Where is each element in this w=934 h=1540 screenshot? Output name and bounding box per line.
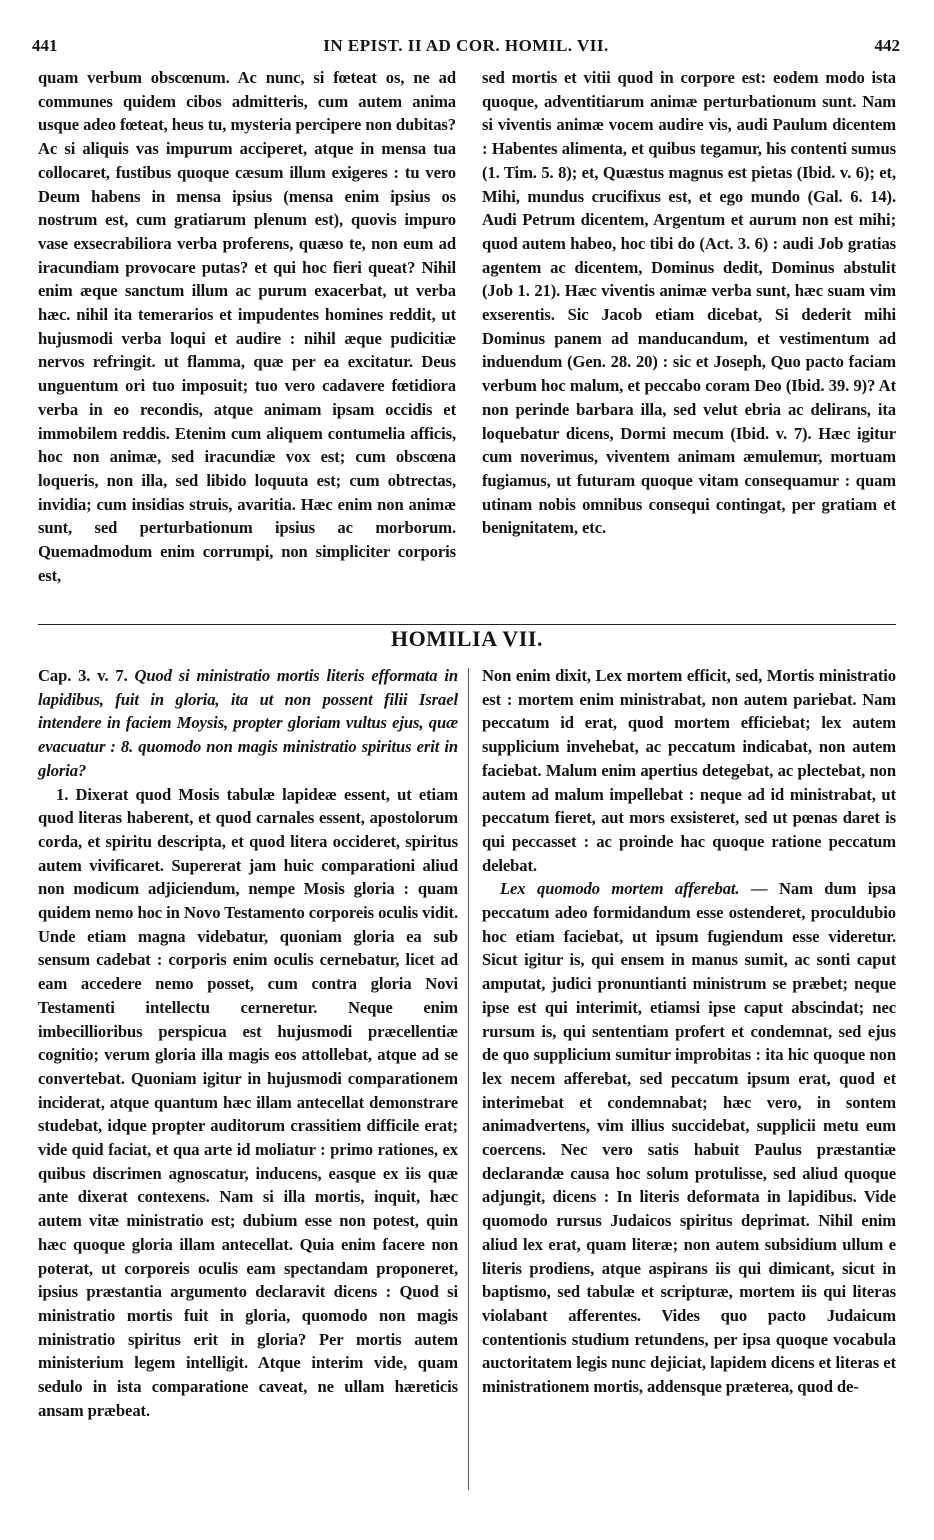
page-header bbox=[30, 36, 902, 62]
paragraph: 1. Dixerat quod Mosis tabulæ lapideæ essent, ut etiam quod literas haberent, et quod carnales essent, apostolorum corda, et spiritu descripta, et quod litera occideret, spiritus autem vivificaret. Supererat jam huic comparationi aliud non modicum adjiciendum, nempe Mosis gloria : quam quidem nemo hoc in Novo Testamento corporeis oculis vidit. Unde etiam magna videbatur, quoniam gloria ea sub sensum cadebat : corporis enim oculis cernebatur, licet ad eam accedere nemo posset, cum contra gloria Novi Testamenti intellectu cerneretur. Neque enim imbecillioribus perspicua est hujusmodi præcellentiæ cognitio; verum gloria illa magis eos attollebat, atque ad se convertebat. Quoniam igitur in hujusmodi comparationem inciderat, atque quantum hæc illam antecellat demonstrare studebat, idque propter auditorum crassitiem difficile erat; vide quid faciat, et qua arte id moliatur : primo rationes, ex quibus discrimen agnoscatur, inducens, easque ex iis quæ ante dixerat contexens. Nam si illa mortis, inquit, hæc autem vitæ ministratio est; dubium esse non potest, quin hæc quoque gloria illam antecellat. Quia enim facere non poterat, ut corporeis oculis eam spectandam proponeret, ipsius præstantia argumento declaravit dicens : Quod si ministratio mortis fuit in gloria, quomodo non magis ministratio spiritus erit in gloria? Per mortis autem ministerium legem intelligit. Atque interim vide, quam sedulo in ista comparatione caveat, ne ullam hæreticis ansam præbeat. bbox=[38, 784, 458, 1420]
section-divider bbox=[38, 624, 896, 625]
paragraph: Non enim dixit, Lex mortem efficit, sed, Mortis ministratio est : mortem enim ministrabat, non autem pariebat. Nam peccatum id erat, quod mortem efficiebat; lex autem supplicium invehebat, ac peccatum indicabat, non autem faciebat. Malum enim apertius detegebat, ac plectebat, non autem ad malum impellebat : neque ad id ministrabat, ut peccatum fieret, aut mors exsisteret, sed ut pœnas daret is qui peccasset : ac proinde hac quoque ratione peccatum delebat. bbox=[482, 666, 896, 875]
page-number-left: 441 bbox=[32, 36, 58, 55]
page-number-right: 442 bbox=[874, 36, 900, 55]
paragraph-text: — Nam dum ipsa peccatum adeo formidandum esse ostenderet, proculdubio hoc etiam faciebat, ut ipsum fugiendum esse videretur. Sicut igitur is, qui ensem in manus sumit, ac sonti caput amputat, judici pronuntianti ministrum se præbet; neque ipse est qui interimit, etiamsi ipse caput abscindat; nec rursum is, qui sententiam profert et condemnat, sed ejus de quo supplicium sumitur improbitas : ita hic quoque non lex necem afferebat, sed peccatum ipsum erat, quod et interimebat et condemnabat; hæc vero, in sontem animadvertens, vim illius succidebat, supplicii metu eum coercens. Nec vero satis habuit Paulus præstantiæ declarandæ causa hoc solum protulisse, sed aliud quoque adjungit, dicens : In literis deformata in lapidibus. Vide quomodo rursus Judaicos spiritus deprimat. Nihil enim aliud lex erat, quam literæ; non autem subsidium ullum e literis prodiens, atque aspirans iis qui dimicant, sicut in baptismo, sed tabulæ et scripturæ, mortem iis qui literas violabant afferentes. Vides quo pacto Judaicum contentionis studium retundens, per ipsa quoque vocabula auctoritatem legis nunc dejiciat, lapidem dicens et literas et ministrationem mortis, addensque præterea, quod de- bbox=[482, 879, 896, 1397]
column-top-right bbox=[482, 66, 896, 540]
column-separator bbox=[468, 668, 469, 1490]
chapter-verse-label: Cap. 3. v. 7. bbox=[38, 666, 128, 685]
column-bottom-right bbox=[482, 664, 896, 1399]
marginal-subheading: Lex quomodo mortem afferebat. bbox=[500, 879, 740, 899]
homily-title: HOMILIA VII. bbox=[390, 626, 544, 651]
paragraph: quam verbum obscœnum. Ac nunc, si fœteat os, ne ad communes quidem cibos admitteris, cum autem anima usque adeo fœteat, heus tu, mysteria percipere non dubitas? Ac si aliquis vas impurum acciperet, atque in mensa tua collocaret, fustibus quoque cæsum illum exigeres : tu vero Deum habens in mensa ipsius (mensa enim ipsius os nostrum est, cum gratiarum plenum est), quovis impuro vase exsecrabiliora verba proferens, quæso te, non eum ad iracundiam provocare putas? et qui hoc fieri queat? Nihil enim æque sanctum illum ac purum exacerbat, ut verba hæc. nihil ita temerarios et impudentes homines reddit, ut hujusmodi verba loqui et audire : nihil æque pudicitiæ nervos refringit. ut flamma, quæ per ea excitatur. Deus unguentum ori tuo imposuit; tuo vero cadavere fœtidiora verba in eo recondis, atque animam ipsam occidis et immobilem reddis. Etenim cum aliquem contumelia afficis, hoc non animæ, sed iracundiæ vox est; cum obscœna loqueris, non illa, sed libido loquuta est; cum obtrectas, invidia; cum insidias struis, avaritia. Hæc enim non animæ sunt, sed perturbationum ipsius ac morborum. Quemadmodum enim corrumpi, non simpliciter corporis est, bbox=[38, 68, 456, 585]
lemma-text: Quod si ministratio mortis literis efformata in lapidibus, fuit in gloria, ita ut non possent filii Israel intendere in faciem Moysis, propter gloriam vultus ejus, quæ evacuatur : 8. quomodo non magis ministratio spiritus erit in gloria? bbox=[38, 666, 458, 780]
paragraph: sed mortis et vitii quod in corpore est: eodem modo ista quoque, adventitiarum animæ perturbationum sunt. Nam si viventis animæ vocem audire vis, audi Paulum dicentem : Habentes alimenta, et quibus tegamur, his contenti sumus (1. Tim. 5. 8); et, Quæstus magnus est pietas (Ibid. v. 6); et, Mihi, mundus crucifixus est, et ego mundo (Gal. 6. 14). Audi Petrum dicentem, Argentum et aurum non est mihi; quod autem habeo, hoc tibi do (Act. 3. 6) : audi Job gratias agentem ac dicentem, Dominus dedit, Dominus abstulit (Job 1. 21). Hæc viventis animæ verba sunt, hæc suam vim exserentis. Sic Jacob etiam dicebat, Si dederit mihi Dominus panem ad manducandum, et vestimentum ad induendum (Gen. 28. 20) : sic et Joseph, Quo pacto faciam verbum hoc malum, et peccabo coram Deo (Ibid. 39. 9)? At non perinde barbara illa, sed velut ebria ac delirans, ita loquebatur dicens, Dormi mecum (Ibid. v. 7). Hæc igitur cum noverimus, viventem animam æmulemur, mortuam fugiamus, ut futuram quoque vitam consequamur : quam utinam nobis omnibus consequi contingat, per gratiam et benignitatem, etc. bbox=[482, 68, 896, 538]
column-bottom-left bbox=[38, 664, 458, 1423]
paragraph-with-heading bbox=[482, 877, 896, 1398]
column-top-left bbox=[38, 66, 456, 587]
running-head: IN EPIST. II AD COR. HOMIL. VII. bbox=[323, 36, 609, 55]
scripture-lemma bbox=[38, 664, 458, 783]
